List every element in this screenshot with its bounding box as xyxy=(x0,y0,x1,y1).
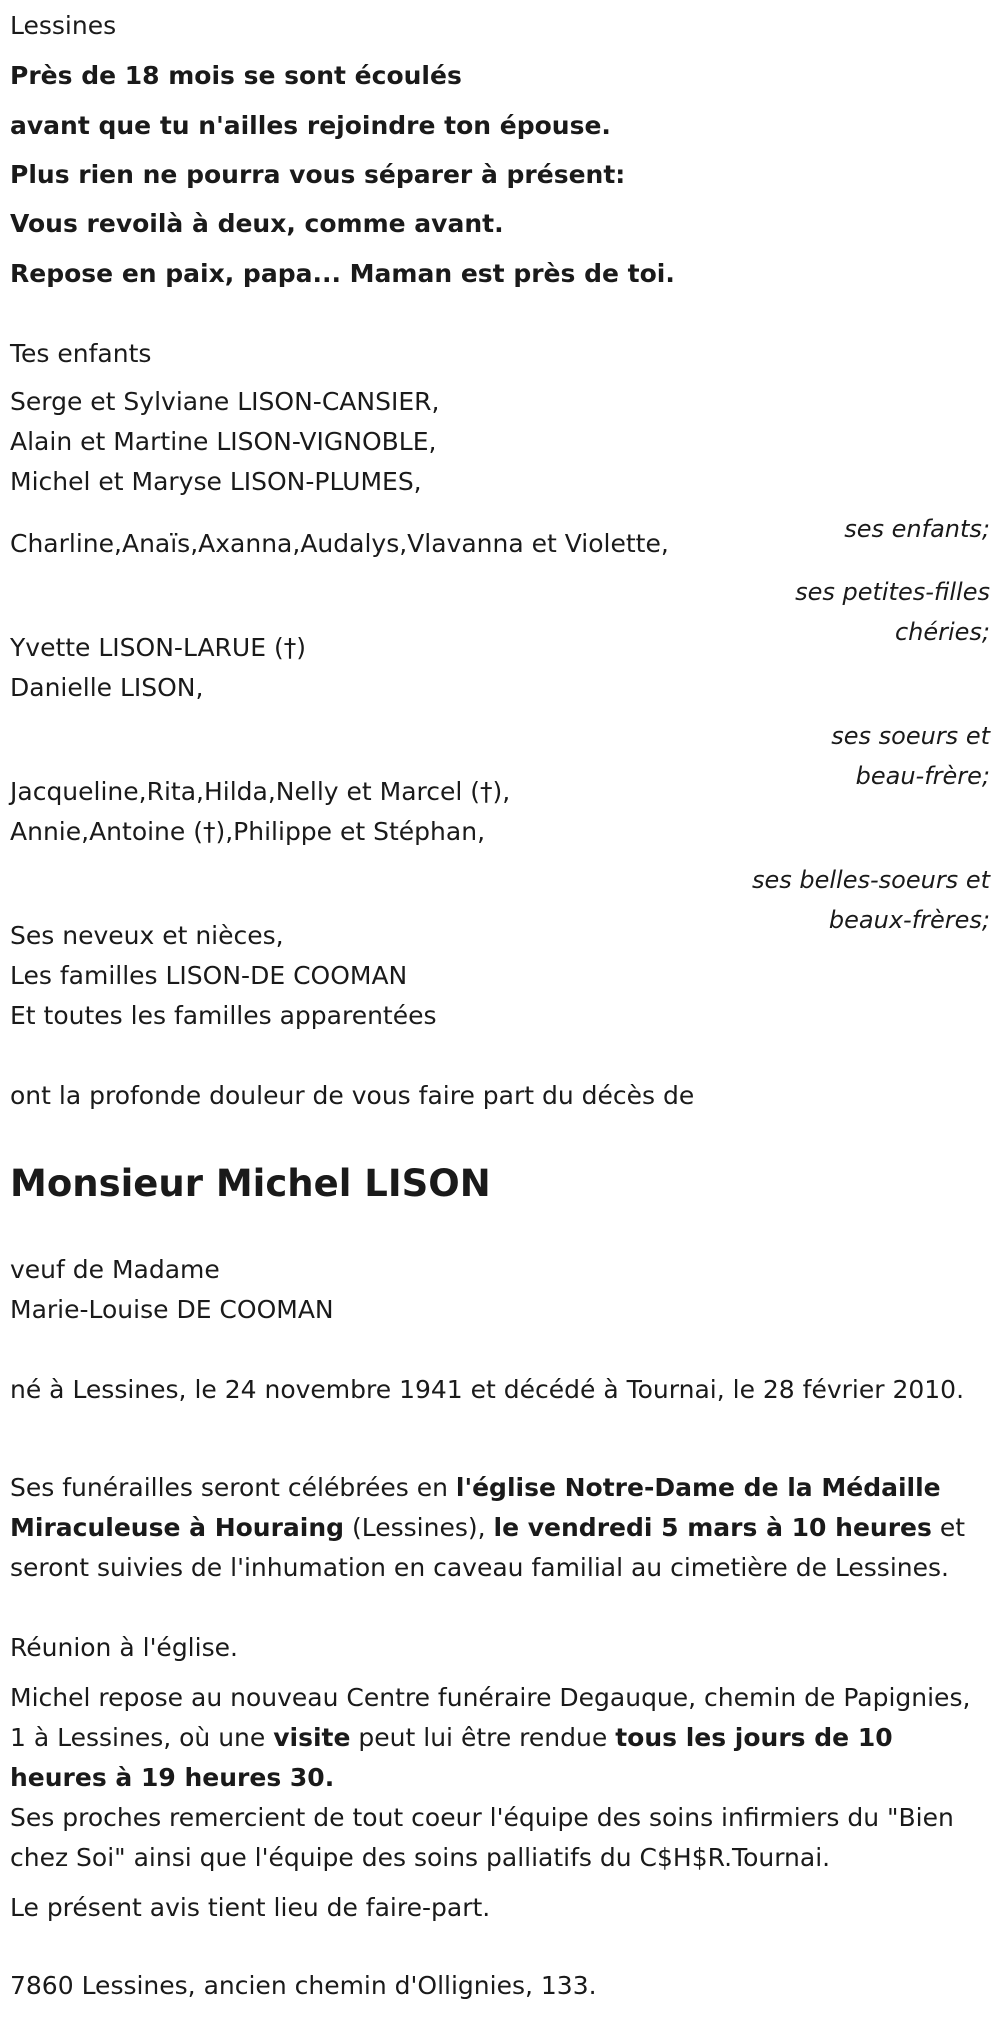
notice: Le présent avis tient lieu de faire-part. xyxy=(10,1893,491,1922)
role-sisters: ses soeurs et xyxy=(831,722,990,750)
city-heading: Lessines xyxy=(10,11,117,40)
thanks: Ses proches remercient de tout coeur l'équipe des soins infirmiers du "Bien chez Soi" ainsi que l'équipe des soins palliatifs du C$H$R.Tournai. xyxy=(10,1803,954,1872)
funeral-paragraph xyxy=(10,1468,985,1588)
poem-line: Plus rien ne pourra vous séparer à présent: xyxy=(10,160,626,189)
family-line: Ses neveux et nièces, xyxy=(10,921,284,950)
child-line: Serge et Sylviane LISON-CANSIER, xyxy=(10,387,440,416)
inlaw-line: Annie,Antoine (†),Philippe et Stéphan, xyxy=(10,817,486,846)
visit-text: Michel repose au nouveau Centre funéraire Degauque, chemin de Papignies, 1 à Lessines, où une xyxy=(10,1683,971,1752)
grandchildren-line: Charline,Anaïs,Axanna,Audalys,Vlavanna et Violette, xyxy=(10,529,669,558)
sister-line: Danielle LISON, xyxy=(10,673,204,702)
widower-line: veuf de Madame xyxy=(10,1255,220,1284)
child-line: Michel et Maryse LISON-PLUMES, xyxy=(10,467,422,496)
role-grandchildren: chéries; xyxy=(894,618,990,646)
child-line: Alain et Martine LISON-VIGNOBLE, xyxy=(10,427,437,456)
poem-line: Près de 18 mois se sont écoulés xyxy=(10,61,462,90)
sister-line: Yvette LISON-LARUE (†) xyxy=(10,633,306,662)
role-children: ses enfants; xyxy=(844,515,990,543)
funeral-text: et seront suivies de l'inhumation en caveau familial au cimetière de Lessines. xyxy=(10,1513,966,1582)
inlaw-line: Jacqueline,Rita,Hilda,Nelly et Marcel (†), xyxy=(10,777,511,806)
role-grandchildren: ses petites-filles xyxy=(795,578,990,606)
poem-line: Repose en paix, papa... Maman est près de toi. xyxy=(10,259,675,288)
visit-paragraph xyxy=(10,1678,985,1798)
birth-death: né à Lessines, le 24 novembre 1941 et décédé à Tournai, le 28 février 2010. xyxy=(10,1375,965,1404)
family-line: Et toutes les familles apparentées xyxy=(10,1001,437,1030)
funeral-date: le vendredi 5 mars à 10 heures xyxy=(493,1513,932,1542)
role-sisters: beau-frère; xyxy=(855,762,990,790)
visit-text: peut lui être rendue xyxy=(350,1723,616,1752)
visit-word: visite xyxy=(273,1723,351,1752)
widower-line: Marie-Louise DE COOMAN xyxy=(10,1295,334,1324)
reunion: Réunion à l'église. xyxy=(10,1633,238,1662)
role-inlaws: ses belles-soeurs et xyxy=(751,866,990,894)
poem-line: Vous revoilà à deux, comme avant. xyxy=(10,209,504,238)
funeral-text: Ses funérailles seront célébrées en xyxy=(10,1473,456,1502)
poem-line: avant que tu n'ailles rejoindre ton épouse. xyxy=(10,111,611,140)
visit-hours: tous les jours de 10 heures à 19 heures 30. xyxy=(10,1723,893,1792)
address: 7860 Lessines, ancien chemin d'Ollignies, 133. xyxy=(10,1971,597,2000)
role-inlaws: beaux-frères; xyxy=(828,906,990,934)
family-line: Les familles LISON-DE COOMAN xyxy=(10,961,408,990)
announcement: ont la profonde douleur de vous faire part du décès de xyxy=(10,1081,695,1110)
funeral-text: (Lessines), xyxy=(344,1513,494,1542)
children-heading: Tes enfants xyxy=(10,339,152,368)
funeral-church: l'église Notre-Dame de la Médaille Miraculeuse à Houraing xyxy=(10,1473,941,1542)
deceased-name: Monsieur Michel LISON xyxy=(10,1162,491,1205)
